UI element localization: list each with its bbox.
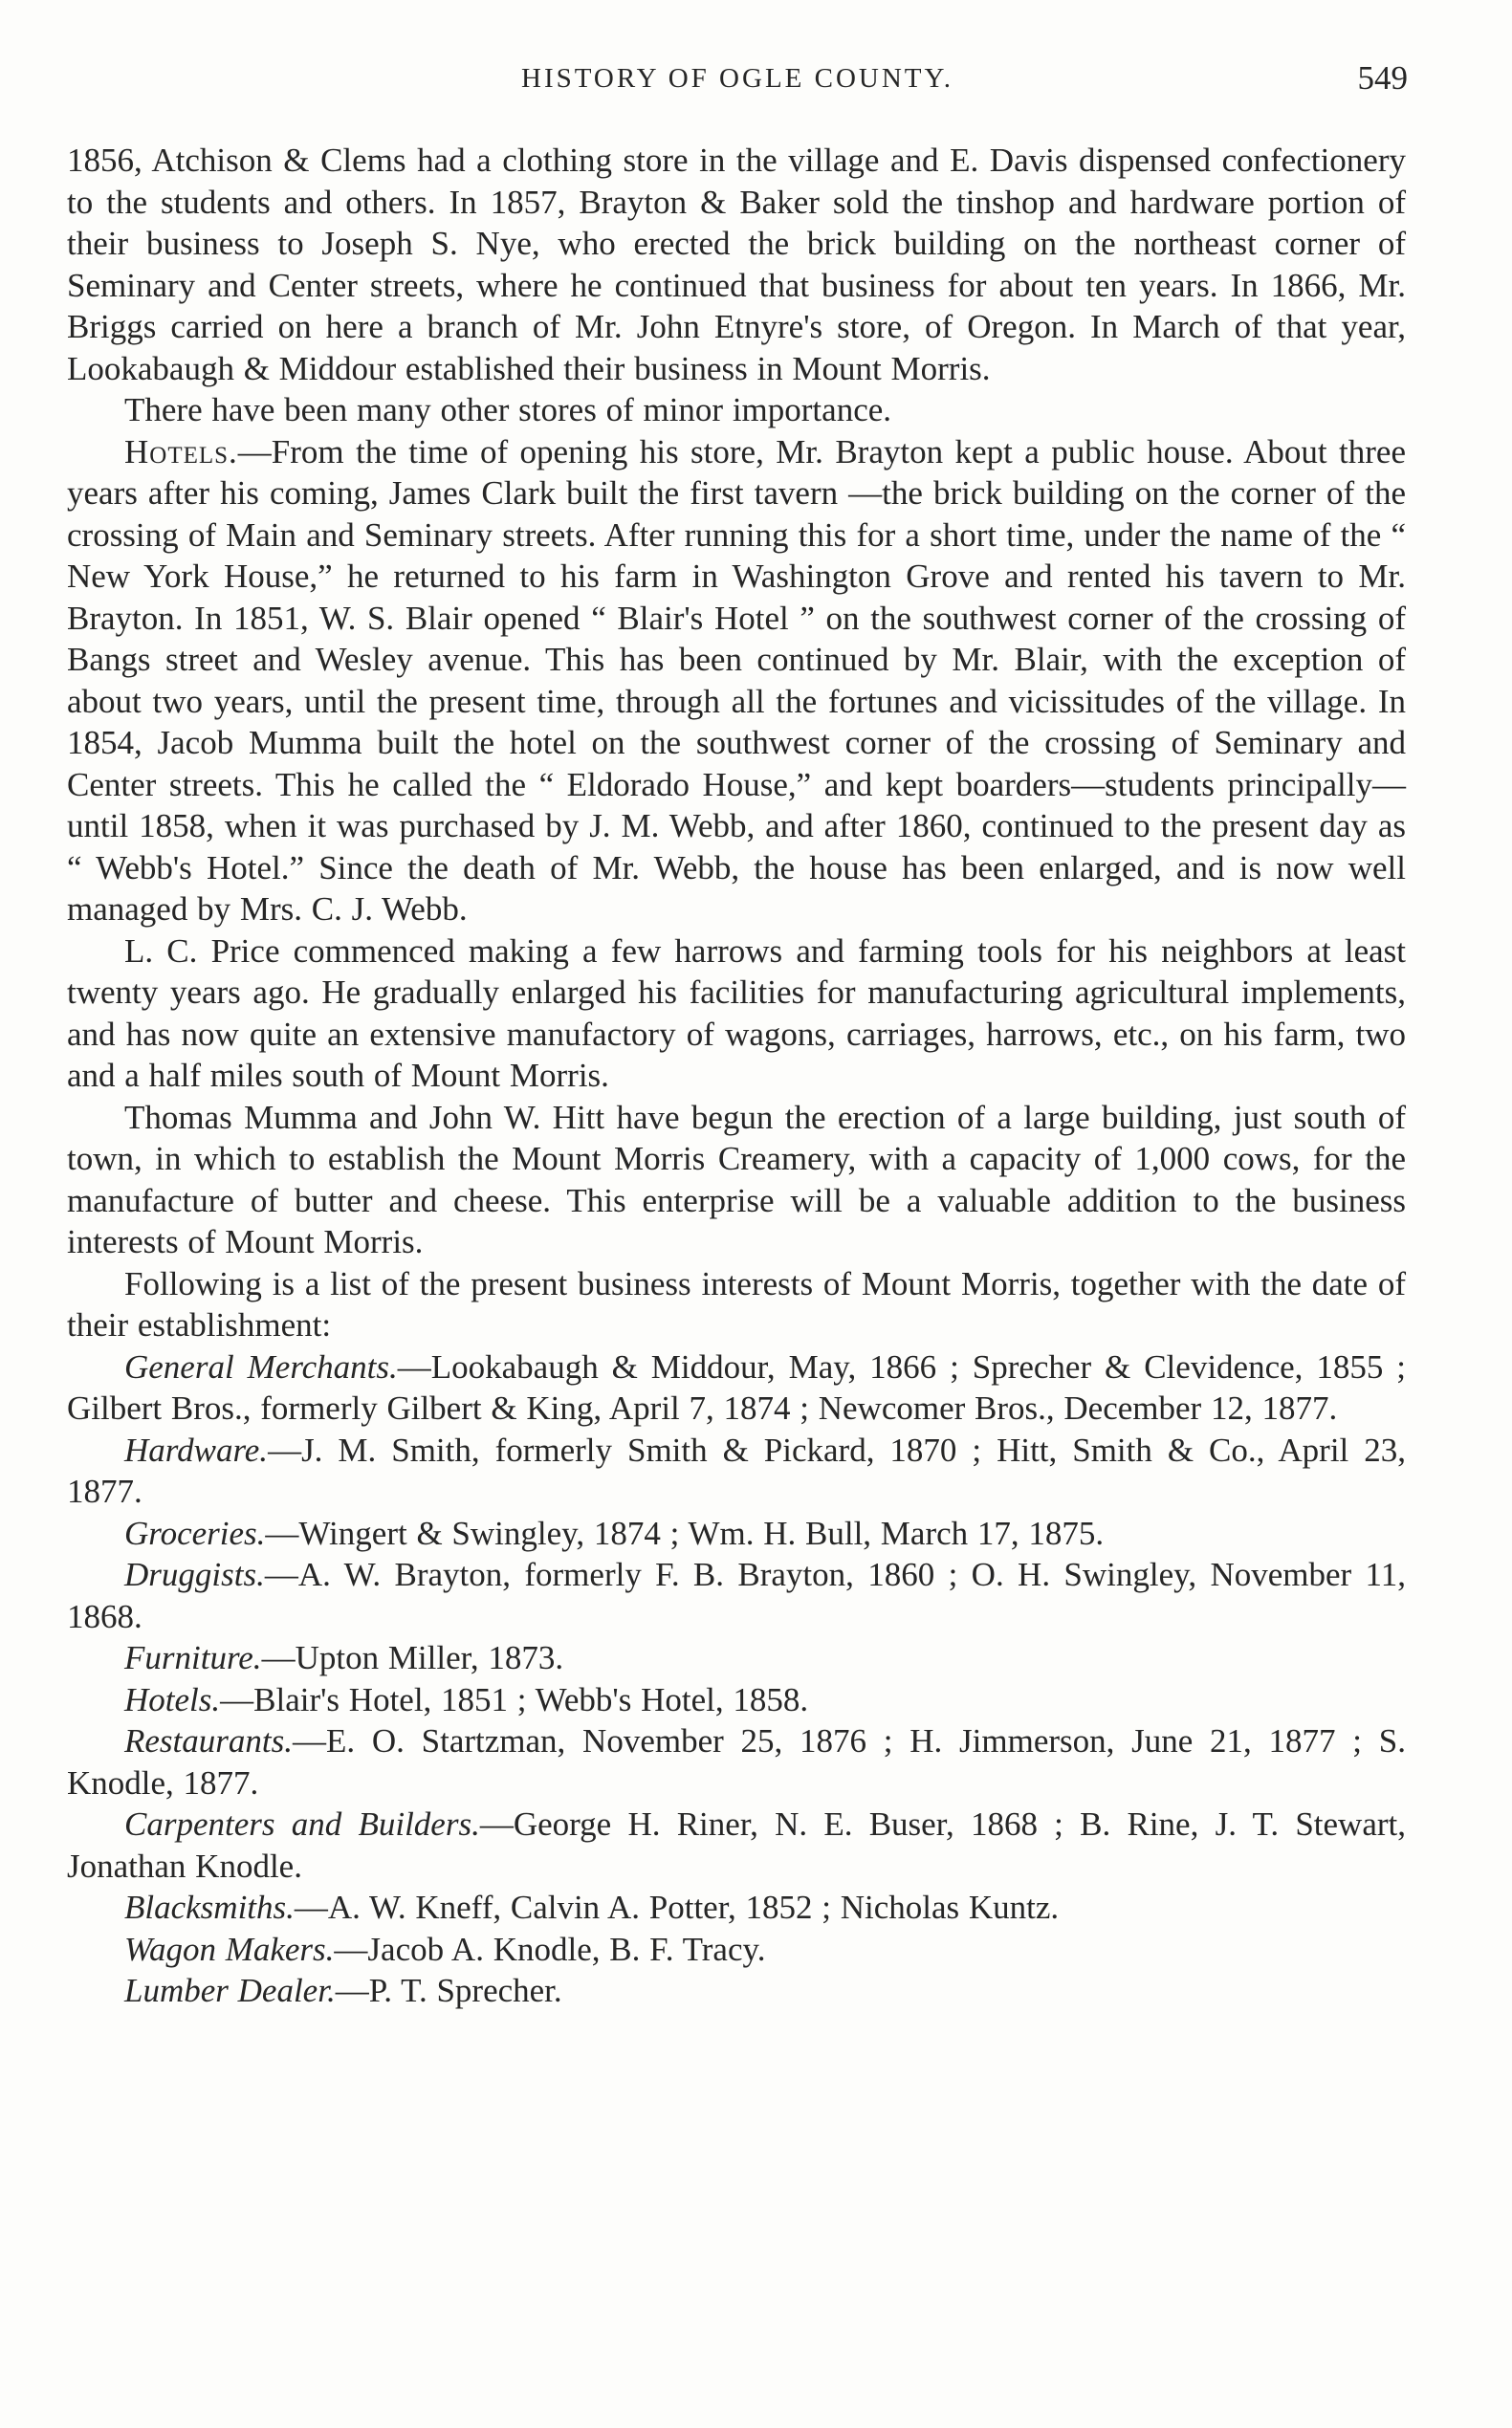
business-entry-lumber-dealer	[67, 1970, 1406, 2012]
paragraph-price-manufactory: L. C. Price commenced making a few harrows and farming tools for his neighbors at least twenty years ago. He gradually enlarged his facilities for manufacturing agricultural implements, and has now quite an extensive manufactory of wagons, carriages, harrows, etc., on his farm, two and a half miles south of Mount Morris.	[67, 931, 1406, 1094]
business-names: —Wingert & Swingley, 1874 ; Wm. H. Bull, March 17, 1875.	[265, 1514, 1105, 1552]
business-entry-wagon-makers	[67, 1929, 1406, 1971]
paragraph-creamery: Thomas Mumma and John W. Hitt have begun the erection of a large building, just south of town, in which to establish the Mount Morris Creamery, with a capacity of 1,000 cows, for the manufacture of butter and cheese. This enterprise will be a valuable addition to the business interests of Mount Morris.	[67, 1098, 1406, 1260]
business-names: —Upton Miller, 1873.	[261, 1639, 564, 1676]
business-names: —A. W. Kneff, Calvin A. Potter, 1852 ; Nicholas Kuntz.	[294, 1889, 1060, 1926]
business-names: —Jacob A. Knodle, B. F. Tracy.	[334, 1930, 766, 1968]
business-category: Lumber Dealer.	[124, 1972, 336, 2009]
running-head	[67, 55, 1408, 101]
business-names: —Lookabaugh & Middour, May, 1866 ; Sprecher & Clevidence, 1855 ; Gilbert Bros., formerly Gilbert & King, April 7, 1874 ; Newcomer Bros., December 12, 1877.	[67, 1347, 1406, 1427]
paragraph-hotels: Hotels.—From the time of opening his store, Mr. Brayton kept a public house. About three years after his coming, James Clark built the first tavern —the brick building on the corner of the crossing of Main and Seminary streets. After running this for a short time, under the name of the “ New York House,” he returned to his farm in Washington Grove and rented his tavern to Mr. Brayton. In 1851, W. S. Blair opened “ Blair's Hotel ” on the southwest corner of the crossing of Bangs street and Wesley avenue. This has been continued by Mr. Blair, with the exception of about two years, until the present time, through all the fortunes and vicissitudes of the village. In 1854, Jacob Mumma built the hotel on the southwest corner of the crossing of Seminary and Center streets. This he called the “ Eldorado House,” and kept boarders—students principally—until 1858, when it was purchased by J. M. Webb, and after 1860, continued to the present day as “ Webb's Hotel.” Since the death of Mr. Webb, the house has been enlarged, and is now well managed by Mrs. C. J. Webb.	[67, 432, 1406, 928]
business-entry-furniture	[67, 1637, 1406, 1679]
business-category: Druggists.	[124, 1556, 265, 1593]
business-names: —P. T. Sprecher.	[335, 1972, 562, 2009]
business-entry-blacksmiths	[67, 1887, 1406, 1929]
business-entry-carpenters-builders	[67, 1804, 1406, 1887]
business-category: Hotels.	[124, 1680, 221, 1718]
business-category: Wagon Makers.	[124, 1930, 335, 1968]
business-category: General Merchants.	[124, 1347, 398, 1386]
paragraph-list-intro: Following is a list of the present business interests of Mount Morris, together with the date of their establishment:	[67, 1264, 1406, 1344]
page-number: 549	[1357, 59, 1408, 97]
business-category: Blacksmiths.	[124, 1889, 295, 1926]
business-category: Restaurants.	[124, 1722, 293, 1760]
business-names: —J. M. Smith, formerly Smith & Pickard, 1870 ; Hitt, Smith & Co., April 23, 1877.	[67, 1431, 1406, 1510]
business-names: —Blair's Hotel, 1851 ; Webb's Hotel, 1858.	[220, 1680, 809, 1718]
business-entry-druggists	[67, 1554, 1406, 1637]
business-entry-groceries	[67, 1513, 1406, 1555]
business-entry-hardware	[67, 1430, 1406, 1513]
business-names: —A. W. Brayton, formerly F. B. Brayton, 1860 ; O. H. Swingley, November 11, 1868.	[67, 1556, 1406, 1635]
paragraph-stores-continued: 1856, Atchison & Clems had a clothing store in the village and E. Davis dispensed confectionery to the students and others. In 1857, Brayton & Baker sold the tinshop and hardware portion of their business to Joseph S. Nye, who erected the brick building on the northeast corner of Seminary and Center streets, where he continued that business for about ten years. In 1866, Mr. Briggs carried on here a branch of Mr. John Etnyre's store, of Oregon. In March of that year, Lookabaugh & Middour established their business in Mount Morris.	[67, 142, 1406, 387]
business-entry-general-merchants	[67, 1346, 1406, 1430]
business-names: —George H. Riner, N. E. Buser, 1868 ; B. Rine, J. T. Stewart, Jonathan Knodle.	[67, 1805, 1406, 1885]
business-category: Carpenters and Builders.	[124, 1805, 480, 1843]
paragraph-minor-stores: There have been many other stores of minor importance.	[124, 391, 892, 428]
body-text	[67, 140, 1406, 2012]
business-names: —E. O. Startzman, November 25, 1876 ; H. Jimmerson, June 21, 1877 ; S. Knodle, 1877.	[67, 1722, 1406, 1802]
business-category: Groceries.	[124, 1514, 266, 1552]
running-title: HISTORY OF OGLE COUNTY.	[521, 63, 953, 94]
business-entry-restaurants	[67, 1720, 1406, 1804]
business-category: Furniture.	[124, 1639, 262, 1676]
business-category: Hardware.	[124, 1431, 269, 1469]
business-entry-hotels	[67, 1679, 1406, 1721]
section-heading-hotels: Hotels.	[124, 432, 238, 470]
